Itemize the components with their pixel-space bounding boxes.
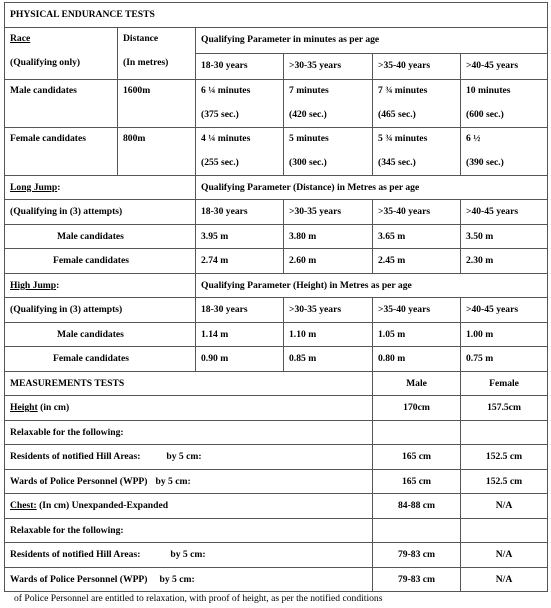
female-time-cell: [196, 127, 284, 175]
long-jump-colon: :: [57, 181, 61, 193]
female-race-label: Female candidates: [5, 127, 118, 175]
male-seconds: (465 sec.): [378, 109, 416, 121]
chest-wpp-cell: [5, 567, 373, 592]
chest-wpp-female: N/A: [461, 567, 548, 592]
height-hill-cell: [5, 445, 373, 470]
high-jump-sub: (Qualifying in (3) attempts): [5, 298, 196, 323]
high-jump-title-row: [5, 273, 548, 298]
male-minutes: 7 minutes: [289, 84, 329, 96]
chest-hill-cell: [5, 543, 373, 568]
male-race-row: [5, 79, 548, 127]
long-jump-title-row: [5, 175, 548, 200]
male-race-distance: 1600m: [118, 79, 196, 127]
physical-header-row: [5, 27, 548, 53]
high-jump-value: 0.75 m: [461, 347, 548, 372]
long-jump-female-row: [5, 249, 548, 274]
long-jump-value: 2.30 m: [461, 249, 548, 274]
high-jump-male-label: Male candidates: [5, 322, 196, 347]
long-jump-label-cell: [5, 175, 196, 200]
long-jump-sub: (Qualifying in (3) attempts): [5, 200, 196, 225]
high-jump-value: 1.10 m: [284, 322, 373, 347]
female-minutes: 5 minutes: [289, 132, 329, 144]
chest-female: N/A: [461, 494, 548, 519]
height-hill-female: 152.5 cm: [461, 445, 548, 470]
chest-hill-relax: by 5 cm:: [170, 549, 206, 561]
long-jump-female-label: Female candidates: [5, 249, 196, 274]
female-minutes: 6 ½: [466, 132, 481, 144]
age-group-cell: 18-30 years: [196, 200, 284, 225]
high-jump-value: 1.14 m: [196, 322, 284, 347]
age-group-cell: >30-35 years: [284, 298, 373, 323]
height-label-cell: [5, 396, 373, 421]
age-group-cell: 18-30 years: [196, 298, 284, 323]
chest-label-cell: [5, 494, 373, 519]
high-jump-label-cell: [5, 273, 196, 298]
high-jump-param-title: Qualifying Parameter (Height) in Metres as per age: [196, 273, 548, 298]
physical-title-row: [5, 3, 548, 28]
female-time-cell: [284, 127, 373, 175]
chest-relax-row: [5, 518, 548, 543]
distance-header: [118, 27, 196, 79]
long-jump-value: 3.65 m: [373, 224, 461, 249]
height-wpp-female: 152.5 cm: [461, 469, 548, 494]
high-jump-value: 0.85 m: [284, 347, 373, 372]
male-time-cell: [461, 79, 548, 127]
distance-sub: (In metres): [123, 57, 169, 69]
age-group-cell: >35-40 years: [373, 200, 461, 225]
female-minutes: 5 ¾ minutes: [378, 132, 428, 144]
male-time-cell: [284, 79, 373, 127]
female-header: Female: [461, 371, 548, 396]
measurements-title-row: [5, 371, 548, 396]
cut-off-footer-text: of Police Personnel are entitled to relaxation, with proof of height, as per the notified conditions: [14, 593, 383, 604]
height-male: 170cm: [373, 396, 461, 421]
high-jump-age-row: [5, 298, 548, 323]
long-jump-label: Long Jump: [10, 181, 58, 193]
height-relax-row: [5, 420, 548, 445]
chest-hill-label: Residents of notified Hill Areas:: [10, 549, 141, 561]
long-jump-value: 3.80 m: [284, 224, 373, 249]
female-seconds: (345 sec.): [378, 157, 416, 169]
long-jump-value: 3.95 m: [196, 224, 284, 249]
relax-label: Relaxable for the following:: [5, 518, 373, 543]
long-jump-value: 3.50 m: [461, 224, 548, 249]
age-group-cell: >30-35 years: [284, 200, 373, 225]
age-group-cell: >40-45 years: [461, 298, 548, 323]
long-jump-age-row: [5, 200, 548, 225]
chest-male: 84-88 cm: [373, 494, 461, 519]
height-hill-label: Residents of notified Hill Areas:: [10, 451, 141, 463]
distance-label: Distance: [123, 32, 159, 44]
female-race-row: [5, 127, 548, 175]
chest-wpp-male: 79-83 cm: [373, 567, 461, 592]
height-wpp-label: Wards of Police Personnel (WPP): [10, 475, 148, 487]
male-seconds: (600 sec.): [466, 109, 504, 121]
race-sub: (Qualifying only): [10, 57, 81, 69]
male-minutes: 7 ¾ minutes: [378, 84, 428, 96]
male-minutes: 6 ¼ minutes: [201, 84, 251, 96]
empty-cell: [461, 518, 548, 543]
chest-hill-row: [5, 543, 548, 568]
height-hill-row: [5, 445, 548, 470]
height-hill-male: 165 cm: [373, 445, 461, 470]
high-jump-value: 0.80 m: [373, 347, 461, 372]
age-group-cell: >40-45 years: [461, 200, 548, 225]
female-time-cell: [461, 127, 548, 175]
male-time-cell: [373, 79, 461, 127]
physical-param-title: Qualifying Parameter in minutes as per age: [196, 27, 548, 53]
female-seconds: (390 sec.): [466, 157, 504, 169]
height-female: 157.5cm: [461, 396, 548, 421]
height-wpp-male: 165 cm: [373, 469, 461, 494]
age-group-cell: >40-45 years: [461, 53, 548, 79]
chest-wpp-label: Wards of Police Personnel (WPP): [10, 573, 148, 585]
high-jump-value: 1.00 m: [461, 322, 548, 347]
long-jump-param-title: Qualifying Parameter (Distance) in Metres as per age: [196, 175, 548, 200]
female-race-distance: 800m: [118, 127, 196, 175]
fitness-standards-table: [4, 2, 548, 592]
chest-hill-female: N/A: [461, 543, 548, 568]
long-jump-male-label: Male candidates: [5, 224, 196, 249]
long-jump-value: 2.45 m: [373, 249, 461, 274]
high-jump-female-row: [5, 347, 548, 372]
male-header: Male: [373, 371, 461, 396]
height-wpp-relax: by 5 cm:: [155, 475, 191, 487]
male-seconds: (375 sec.): [201, 109, 239, 121]
height-label: Height: [10, 402, 38, 414]
chest-unit: (In cm) Unexpanded-Expanded: [39, 500, 169, 512]
empty-cell: [461, 420, 548, 445]
female-minutes: 4 ¼ minutes: [201, 132, 251, 144]
chest-wpp-row: [5, 567, 548, 592]
female-seconds: (300 sec.): [289, 157, 327, 169]
height-unit: (in cm): [40, 402, 70, 414]
age-group-cell: 18-30 years: [196, 53, 284, 79]
age-group-cell: >30-35 years: [284, 53, 373, 79]
male-seconds: (420 sec.): [289, 109, 327, 121]
long-jump-value: 2.74 m: [196, 249, 284, 274]
race-label: Race: [10, 32, 31, 44]
chest-row: [5, 494, 548, 519]
empty-cell: [373, 518, 461, 543]
age-group-cell: >35-40 years: [373, 298, 461, 323]
height-row: [5, 396, 548, 421]
male-time-cell: [196, 79, 284, 127]
chest-hill-male: 79-83 cm: [373, 543, 461, 568]
high-jump-value: 0.90 m: [196, 347, 284, 372]
height-hill-relax: by 5 cm:: [166, 451, 202, 463]
empty-cell: [373, 420, 461, 445]
male-race-label: Male candidates: [5, 79, 118, 127]
high-jump-colon: :: [56, 279, 60, 291]
high-jump-female-label: Female candidates: [5, 347, 196, 372]
height-wpp-row: [5, 469, 548, 494]
long-jump-male-row: [5, 224, 548, 249]
high-jump-label: High Jump: [10, 279, 57, 291]
physical-title: PHYSICAL ENDURANCE TESTS: [5, 3, 548, 28]
chest-wpp-relax: by 5 cm:: [159, 573, 195, 585]
document-sheet: [4, 2, 547, 592]
female-time-cell: [373, 127, 461, 175]
female-seconds: (255 sec.): [201, 157, 239, 169]
long-jump-value: 2.60 m: [284, 249, 373, 274]
high-jump-male-row: [5, 322, 548, 347]
race-header: [5, 27, 118, 79]
height-wpp-cell: [5, 469, 373, 494]
chest-label: Chest:: [10, 500, 37, 512]
measurements-title: MEASUREMENTS TESTS: [5, 371, 373, 396]
relax-label: Relaxable for the following:: [5, 420, 373, 445]
high-jump-value: 1.05 m: [373, 322, 461, 347]
age-group-cell: >35-40 years: [373, 53, 461, 79]
male-minutes: 10 minutes: [466, 84, 511, 96]
